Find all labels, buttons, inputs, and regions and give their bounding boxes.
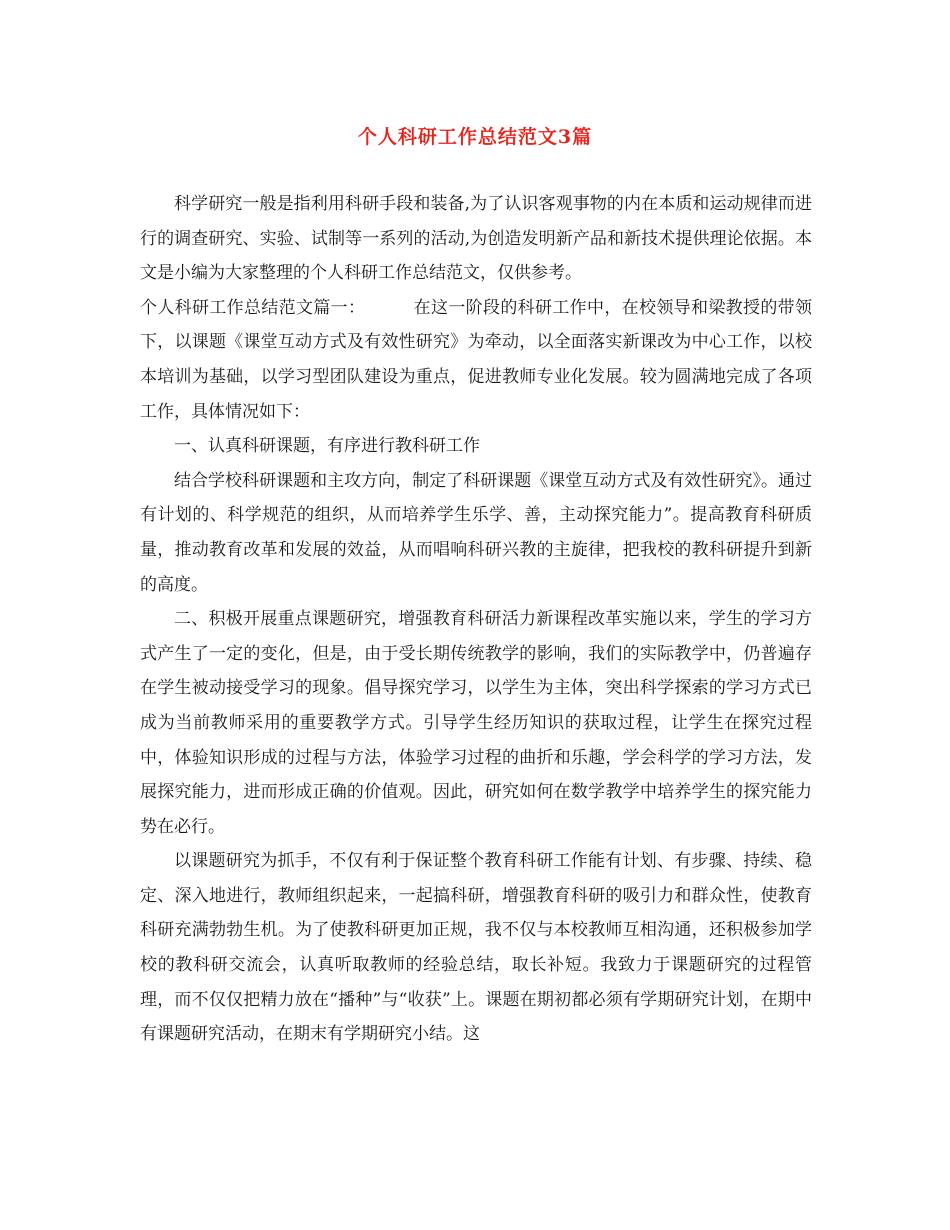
section-opening-text: 在这一阶段的科研工作中，在校领导和梁教授的带领下，以课题《课堂互动方式及有效性研究》为牵动，以全面落实新课改为中心工作，以校本培训为基础，以学习型团队建设为重点，促进教师专业化发展。较为圆满地完成了各项工作，具体情况如下： [140, 297, 813, 422]
intro-paragraph: 科学研究一般是指利用科研手段和装备,为了认识客观事物的内在本质和运动规律而进行的调查研究、实验、试制等一系列的活动,为创造发明新产品和新技术提供理论依据。本文是小编为大家整理的个人科研工作总结范文，仅供参考。 [140, 194, 812, 284]
paragraph-research-topic: 结合学校科研课题和主攻方向，制定了科研课题《课堂互动方式及有效性研究》。通过有计划的、科学规范的组织，从而培养学生乐学、善，主动探究能力”。提高教育科研质量，推动教育改革和发展的效益，从而唱响科研兴教的主旋律，把我校的教科研提升到新的高度。 [140, 470, 812, 595]
paragraph-project-management: 以课题研究为抓手，不仅有利于保证整个教育科研工作能有计划、有步骤、持续、稳定、深入地进行，教师组织起来，一起搞科研，增强教育科研的吸引力和群众性，使教育科研充满勃勃生机。为了使教科研更加正规，我不仅与本校教师互相沟通，还积极参加学校的教科研交流会，认真听取教师的经验总结，取长补短。我致力于课题研究的过程管理，而不仅仅把精力放在“播种”与“收获”上。课题在期初都必须有学期研究计划，在期中有课题研究活动，在期末有学期研究小结。这 [140, 851, 812, 1045]
document-title: 个人科研工作总结范文3篇 [357, 126, 593, 148]
subheading-one: 一、认真科研课题，有序进行教科研工作 [174, 436, 480, 457]
section-heading: 个人科研工作总结范文篇一： [140, 297, 366, 318]
section-heading-paragraph [140, 291, 812, 429]
paragraph-key-research: 二、积极开展重点课题研究，增强教育科研活力新课程改革实施以来，学生的学习方式产生了一定的变化，但是，由于受长期传统教学的影响，我们的实际教学中，仍普遍存在学生被动接受学习的现象。倡导探究学习，以学生为主体，突出科学探索的学习方式已成为当前教师采用的重要教学方式。引导学生经历知识的获取过程，让学生在探究过程中，体验知识形成的过程与方法，体验学习过程的曲折和乐趣，学会科学的学习方法，发展探究能力，进而形成正确的价值观。因此，研究如何在数学教学中培养学生的探究能力势在必行。 [140, 609, 812, 837]
document-body [140, 187, 812, 1052]
